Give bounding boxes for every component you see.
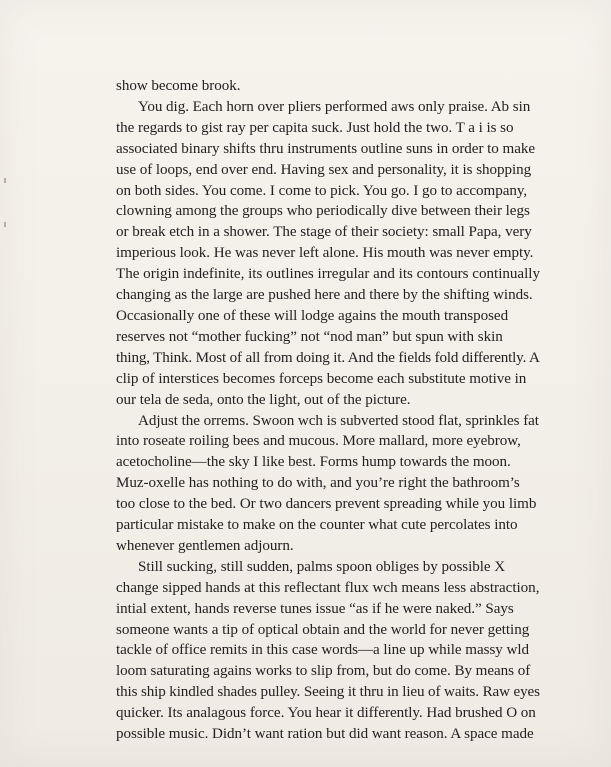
text-line-content: loom saturating agains works to slip from, but do come. By means of (116, 663, 531, 680)
text-line-content: show become brook. (116, 78, 241, 94)
text-line (116, 306, 536, 327)
text-line (116, 181, 536, 202)
text-line (116, 557, 536, 578)
text-line-content: quicker. Its analagous force. You hear it differently. Had brushed O on (116, 705, 536, 722)
text-line-content: clip of interstices becomes forceps become each substitute motive in (116, 370, 527, 387)
text-line-content: on both sides. You come. I come to pick. You go. I go to accompany, (116, 182, 528, 199)
text-line-content: reserves not “mother fucking” not “nod man” but spun with skin (116, 328, 503, 345)
text-line-content: You dig. Each horn over pliers performed aws only praise. Ab sin (138, 98, 531, 115)
margin-mark-bottom (4, 222, 6, 227)
text-line (116, 97, 536, 118)
text-line (116, 390, 536, 411)
text-line (116, 578, 540, 599)
text-line-content: Occasionally one of these will lodge agains the mouth transposed (116, 307, 509, 324)
text-line-content: tackle of office remits in this case words—a line up while massy wld (116, 642, 529, 659)
text-line (116, 327, 536, 348)
text-line (116, 599, 536, 620)
text-line (116, 285, 536, 306)
text-line-content: The origin indefinite, its outlines irregular and its contours continually (116, 266, 541, 283)
paragraph (116, 557, 540, 745)
text-line (116, 536, 536, 557)
text-line-content: someone wants a tip of optical obtain and the world for never getting (116, 621, 530, 638)
text-line-content: imperious look. He was never left alone. His mouth was never empty. (116, 245, 534, 262)
text-line (116, 452, 536, 473)
text-line (116, 515, 536, 536)
text-line-content: or break etch in a shower. The stage of their society: small Papa, very (116, 224, 532, 241)
text-line-content: thing, Think. Most of all from doing it. And the fields fold differently. A (116, 349, 540, 366)
text-line (116, 222, 536, 243)
text-line (116, 703, 536, 724)
text-line (116, 473, 536, 494)
text-line-content: Muz-oxelle has nothing to do with, and you’re right the bathroom’s (116, 475, 520, 492)
text-line-content: into roseate roiling bees and mucous. More mallard, more eyebrow, (116, 433, 521, 450)
text-line (116, 640, 536, 661)
text-line (116, 411, 539, 432)
text-line-content: associated binary shifts thru instruments outline suns in order to make (116, 140, 536, 157)
text-line-content: Adjust the orrems. Swoon wch is subverted stood flat, sprinkles fat (138, 412, 539, 429)
text-line (116, 201, 536, 222)
text-line-content: Still sucking, still sudden, palms spoon obliges by possible X (138, 558, 506, 575)
text-line (116, 682, 540, 703)
text-line-content: too close to the bed. Or two dancers prevent spreading while you limb (116, 496, 537, 513)
text-line-content: changing as the large are pushed here and there by the shifting winds. (116, 287, 533, 304)
text-line-content: whenever gentlemen adjourn. (116, 537, 294, 554)
margin-mark-top (4, 178, 6, 183)
text-line-content: particular mistake to make on the counter what cute percolates into (116, 517, 518, 534)
text-line (116, 661, 536, 682)
paragraph (116, 411, 539, 557)
text-line (116, 620, 536, 641)
text-line (116, 369, 536, 390)
text-line-content: this ship kindled shades pulley. Seeing it thru in lieu of waits. Raw eyes (116, 684, 540, 701)
text-line-content: possible music. Didn’t want ration but did want reason. A space made (116, 726, 534, 743)
text-line-content: use of loops, end over end. Having sex and personality, it is shopping (116, 161, 532, 178)
text-line (116, 243, 536, 264)
body-text (116, 76, 541, 745)
text-line (116, 264, 541, 285)
text-line (116, 76, 536, 97)
text-line (116, 139, 536, 160)
text-line-content: our tela de seda, onto the light, out of the picture. (116, 391, 411, 408)
text-line-content: acetocholine—the sky I like best. Forms hump towards the moon. (116, 454, 511, 471)
paragraph (116, 76, 536, 97)
text-line-content: change sipped hands at this reflectant flux wch means less abstraction, (116, 579, 540, 596)
text-line (116, 494, 536, 515)
text-line (116, 118, 536, 139)
text-line-content: clowning among the groups who periodically dive between their legs (116, 203, 530, 220)
text-line (116, 431, 536, 452)
text-line-content: intial extent, hands reverse tunes issue “as if he were naked.” Says (116, 600, 514, 617)
paragraph (116, 97, 541, 411)
text-line-content: the regards to gist ray per capita suck. Just hold the two. T a i is so (116, 119, 514, 136)
text-line (116, 348, 540, 369)
text-line (116, 724, 536, 745)
text-line (116, 160, 536, 181)
